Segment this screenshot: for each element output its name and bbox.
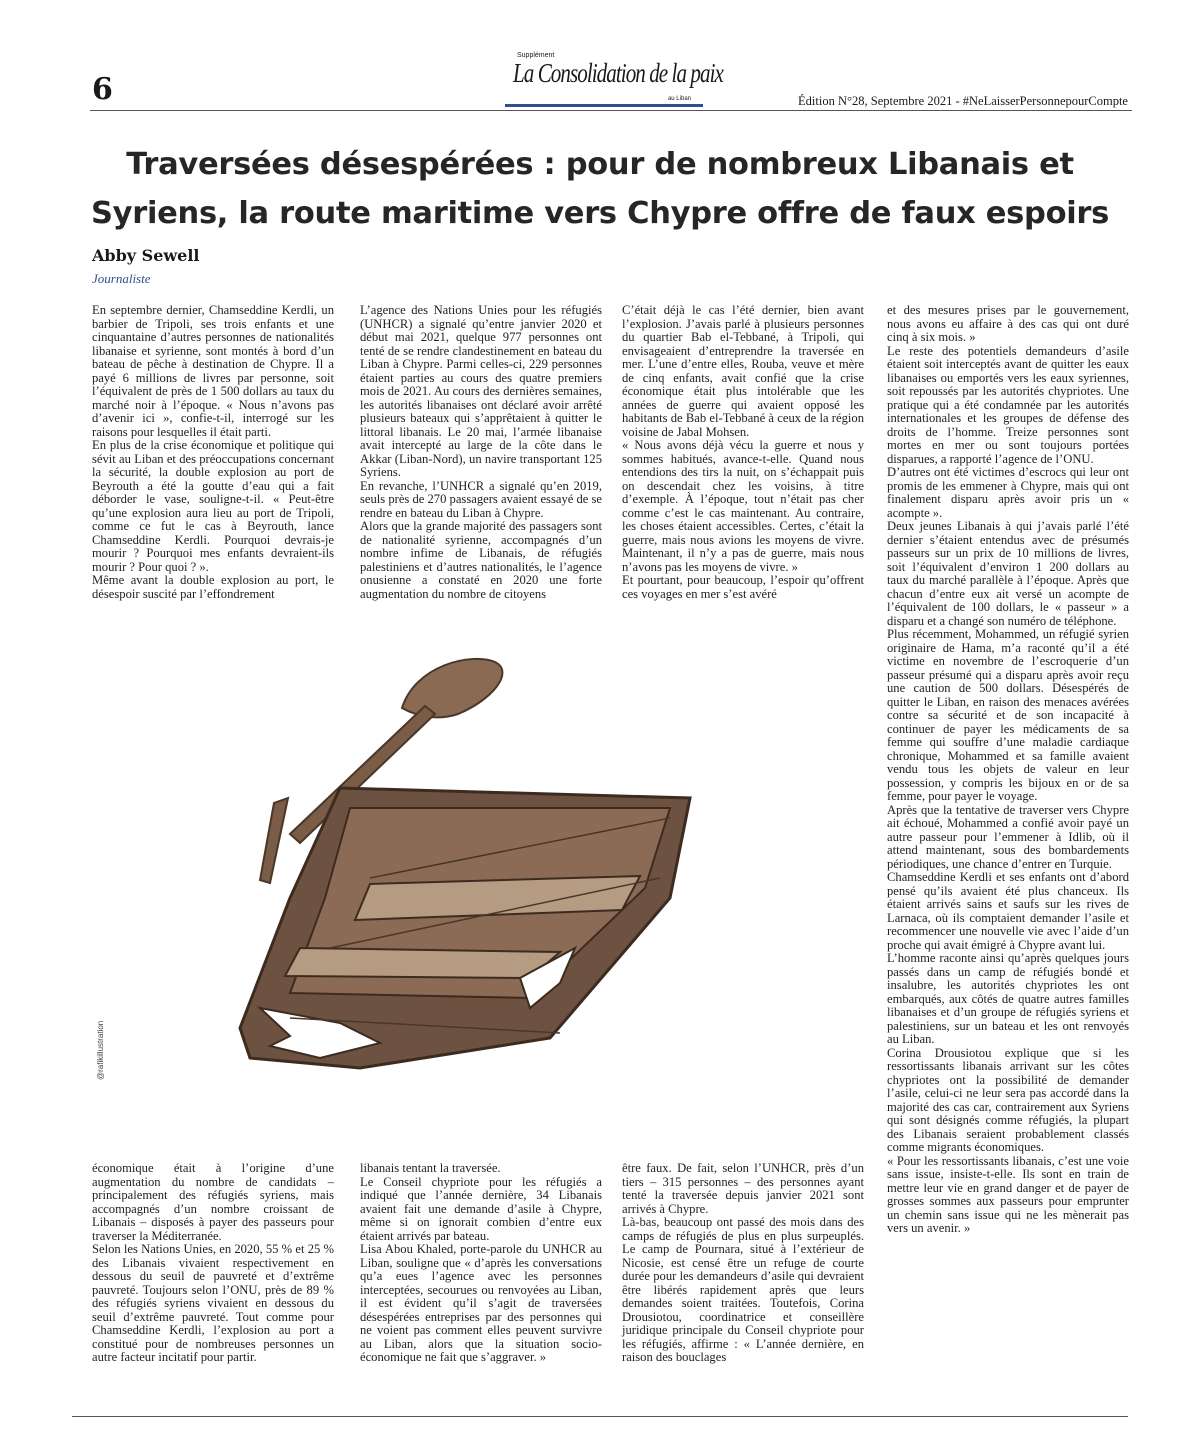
broken-boat-illustration <box>230 648 710 1108</box>
supplement-label: Supplément <box>517 52 555 59</box>
paragraph: Chamseddine Kerdli et ses enfants ont d’abord pensé qu’ils avaient été plus chanceux. Ils étaient arrivés sains et saufs sur les rives de Larnaca, où ils comptaient demander l’asile et recommencer une nouvelle vie avec l’aide d’un proche qui avait émigré à Chypre avant lui. <box>887 870 1129 952</box>
paragraph: Le reste des potentiels demandeurs d’asile étaient soit interceptés avant de quitter les eaux libanaises ou emportés vers les eaux syriennes, soit repoussés par les autorités chypriotes. Une pratique qui a été condamnée par les autorités internationales et les groupes de défense des droits de l’homme. Treize personnes sont mortes en mer ou sont toujours portées disparues, a rapporté l’agence de l’ONU. <box>887 343 1129 466</box>
masthead-title: La Consolidation de la paix <box>513 58 723 88</box>
paragraph: L’homme raconte ainsi qu’après quelques jours passés dans un camp de réfugiés bondé et insalubre, les autorités chypriotes les ont embarqués, aux côtés de quatre autres familles libanaises et d’un groupe de réfugiés syriens et palestiniens, sur un bateau et les ont renvoyés au Liban. <box>887 951 1129 1046</box>
paragraph: Après que la tentative de traverser vers Chypre ait échoué, Mohammed a confié avoir payé un autre passeur pour l’emmener à Idlib, où il attend maintenant, sous des bombardements périodiques, une chance d’entrer en Turquie. <box>887 802 1129 871</box>
column-1-top <box>92 304 334 601</box>
paragraph: Et pourtant, pour beaucoup, l’espoir qu’offrent ces voyages en mer s’est avéré <box>622 573 864 601</box>
paragraph: Corina Drousiotou explique que si les ressortissants libanais arrivant sur les côtes chypriotes ont la possibilité de demander l’asile, celui-ci ne leur sera pas accordé dans la majorité des cas car, contrairement aux Syriens qui sont désignés comme réfugiés, la plupart des Libanais seraient probablement classés comme migrants économiques. <box>887 1045 1129 1154</box>
paragraph: libanais tentant la traversée. <box>360 1161 501 1175</box>
paragraph: En plus de la crise économique et politique qui sévit au Liban et des préoccupations concernant la sécurité, la double explosion au port de Beyrouth a été la goutte d’eau qui a fait déborder le vase, souligne-t-il. « Peut-être qu’une explosion aura lieu au port de Tripoli, comme ce fut le cas à Beyrouth, lance Chamseddine Kerdli. Pourquoi devrais-je mourir ? Pourquoi mes enfants devraient-ils mourir ? Pour quoi ? ». <box>92 438 334 574</box>
paragraph: Là-bas, beaucoup ont passé des mois dans des camps de réfugiés de plus en plus surpeuplés. Le camp de Pournara, situé à l’extérieur de Nicosie, est censé être un refuge de courte durée pour les demandeurs d’asile qui devraient être libérés rapidement après que leurs demandes soient traitées. Toutefois, Corina Drousiotou, coordinatrice et conseillère juridique principale du Conseil chypriote pour les réfugiés, affirme : « L’année dernière, en raison des bouclages <box>622 1215 864 1364</box>
header-divider <box>90 110 1132 111</box>
illustration-credit: @rafikillustration <box>96 1020 105 1080</box>
author-role: Journaliste <box>92 271 151 286</box>
paragraph: D’autres ont été victimes d’escrocs qui leur ont promis de les emmener à Chypre, mais qui ont finalement disparu après avoir pris un « acompte ». <box>887 465 1129 520</box>
paragraph: En revanche, l’UNHCR a signalé qu’en 2019, seuls près de 270 passagers avaient essayé de se rendre en bateau du Liban à Chypre. <box>360 478 602 520</box>
oar-fragment <box>260 798 288 883</box>
oar-blade <box>402 659 502 717</box>
article-title: Traversées désespérées : pour de nombreux Libanais et Syriens, la route maritime vers Chypre offre de faux espoirs <box>91 147 1109 231</box>
paragraph: être faux. De fait, selon l’UNHCR, près d’un tiers – 315 personnes – des personnes ayant tenté la traversée depuis janvier 2021 sont arrivés à Chypre. <box>622 1161 864 1216</box>
paragraph: Deux jeunes Libanais à qui j’avais parlé l’été dernier s’étaient entendus avec de présumés passeurs sur un prix de 10 millions de livres, soit l’équivalent d’environ 1 200 dollars au taux du marché parallèle à l’époque. Après que chacun d’entre eux ait versé un acompte de l’équivalent de 100 dollars, le « passeur » a disparu et a changé son numéro de téléphone. <box>887 519 1129 628</box>
paragraph: Selon les Nations Unies, en 2020, 55 % et 25 % des Libanais vivaient respectivement en dessous du seuil de pauvreté et d’extrême pauvreté. Toujours selon l’ONU, près de 89 % des réfugiés syriens vivaient en dessous du seuil d’extrême pauvreté. Tout comme pour Chamseddine Kerdli, l’explosion au port a constitué pour de nombreuses personnes un autre facteur incitatif pour partir. <box>92 1242 334 1364</box>
author-name: Abby Sewell <box>92 246 200 265</box>
column-1-bottom <box>92 1162 334 1365</box>
page-number: 6 <box>92 72 113 107</box>
boat-seat-2 <box>285 948 560 978</box>
paragraph: C’était déjà le cas l’été dernier, bien avant l’explosion. J’avais parlé à plusieurs personnes du quartier Bab el-Tebbané, à Tripoli, qui envisageaient d’entreprendre la traversée en mer. L’une d’entre elles, Rouba, veuve et mère de cinq enfants, avait confié que la crise économique était plus intolérable que les années de guerre qui avaient opposé les habitants de Bab el-Tebbané à ceux de la région voisine de Jabal Mohsen. <box>622 303 864 439</box>
column-2-top <box>360 304 602 601</box>
masthead-bar <box>505 104 703 107</box>
edition-info: Édition N°28, Septembre 2021 - #NeLaisserPersonnepourCompte <box>798 94 1128 108</box>
paragraph: L’agence des Nations Unies pour les réfugiés (UNHCR) a signalé qu’entre janvier 2020 et début mai 2021, quelque 977 personnes ont tenté de se rendre clandestinement en bateau du Liban à Chypre. Parmi celles-ci, 229 personnes étaient parties au cours des quatre premiers mois de 2021. Au cours des dernières semaines, les autorités libanaises ont déclaré avoir arrêté plusieurs bateaux qui s’apprêtaient à quitter le littoral libanais. Le 20 mai, l’armée libanaise avait intercepté au large de la côte dans le Akkar (Liban-Nord), un navire transportant 125 Syriens. <box>360 303 602 479</box>
column-2-bottom <box>360 1162 602 1365</box>
footer-divider <box>72 1416 1128 1417</box>
paragraph: et des mesures prises par le gouvernement, nous avons eu affaire à des cas qui ont duré cinq à six mois. » <box>887 303 1129 344</box>
paragraph: « Pour les ressortissants libanais, c’est une voie sans issue, insiste-t-elle. Ils sont en train de mettre leur vie en grand danger et de payer de grosses sommes aux passeurs pour emprunter un chemin sans issue qui ne les mènerait pas vers un avenir. » <box>887 1153 1129 1235</box>
paragraph: Lisa Abou Khaled, porte-parole du UNHCR au Liban, souligne que « d’après les conversations qu’a eues l’agence avec les personnes interceptées, secourues ou renvoyées au Liban, il est évident qu’il s’agit de traversées désespérées entreprises par des personnes qui ne voient pas comment elles peuvent survivre au Liban, alors que la situation socio-économique ne fait que s’aggraver. » <box>360 1242 602 1364</box>
paragraph: Le Conseil chypriote pour les réfugiés a indiqué que l’année dernière, 34 Libanais avaient fait une demande d’asile à Chypre, même si on ignorait combien d’entre eux étaient arrivés par bateau. <box>360 1174 602 1243</box>
paragraph: économique était à l’origine d’une augmentation du nombre de candidats – principalement des réfugiés syriens, mais accompagnés d’un nombre croissant de Libanais – disposés à payer des passeurs pour traverser la Méditerranée. <box>92 1161 334 1243</box>
paragraph: En septembre dernier, Chamseddine Kerdli, un barbier de Tripoli, ses trois enfants et une cinquantaine d’autres personnes de nationalités libanaise et syrienne, sont montés à bord d’un bateau de pêche à destination de Chypre. Il a payé 6 millions de livres par personne, soit l’équivalent de près de 1 500 dollars au taux du marché noir à l’époque. « Nous n’avons pas d’avenir ici », confie-t-il, interrogé sur les raisons pour lesquelles il était parti. <box>92 303 334 439</box>
masthead-subtitle: au Liban <box>667 96 691 102</box>
paragraph: Même avant la double explosion au port, le désespoir suscité par l’effondrement <box>92 573 334 601</box>
masthead-logo <box>505 52 723 110</box>
column-3-bottom <box>622 1162 864 1365</box>
column-3-top <box>622 304 864 601</box>
paragraph: Alors que la grande majorité des passagers sont de nationalité syrienne, accompagnés d’un nombre infime de Libanais, de réfugiés palestiniens et d’autres nationalités, le l’agence onusienne a constaté en 2020 une forte augmentation du nombre de citoyens <box>360 519 602 601</box>
column-4 <box>887 304 1129 1236</box>
paragraph: « Nous avons déjà vécu la guerre et nous y sommes habitués, avance-t-elle. Quand nous entendions des tirs la nuit, on s’échappait puis on descendait chez les voisins, à titre d’exemple. À l’époque, tout n’était pas cher comme c’est le cas maintenant. Au contraire, les choses étaient accessibles. Certes, c’était la guerre, mais nous avions les moyens de vivre. Maintenant, il n’y a pas de guerre, mais nous n’avons pas les moyens de vivre. » <box>622 438 864 574</box>
paragraph: Plus récemment, Mohammed, un réfugié syrien originaire de Hama, m’a raconté qu’il a été victime en novembre de l’escroquerie d’un passeur présumé qui a disparu après avoir reçu une caution de 500 dollars. Désespérés de quitter le Liban, en raison des menaces avérées contre sa sécurité et de son incapacité à continuer de payer les médicaments de sa femme qui souffre d’une maladie cardiaque chronique, Mohammed et sa famille avaient vendu tous les objets de valeur en leur possession, y compris les bijoux en or de sa femme, pour payer le voyage. <box>887 627 1129 803</box>
